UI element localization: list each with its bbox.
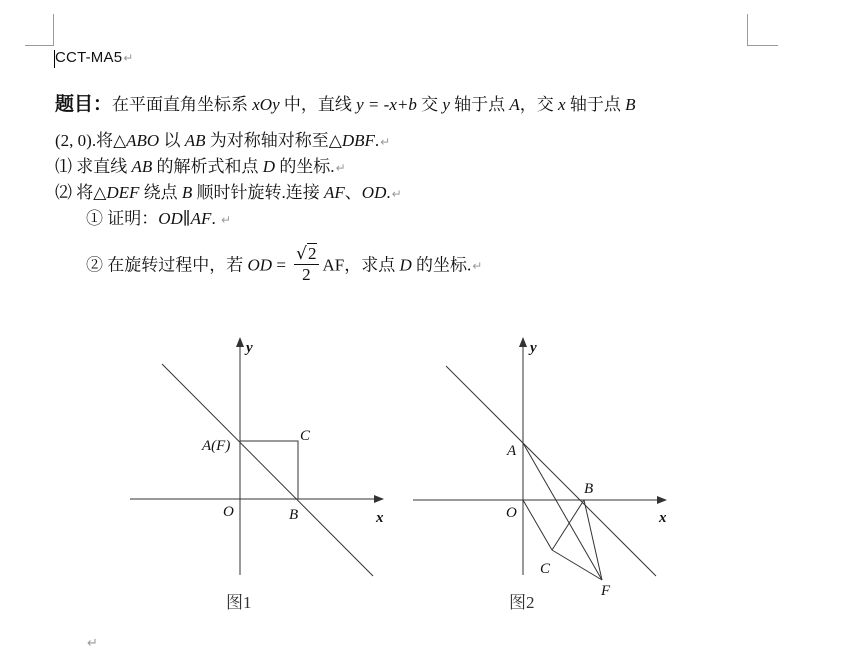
fig2-segment-af: [523, 443, 602, 580]
fraction-sqrt2-over-2: $\frac{√2}{2}$: [296, 244, 317, 284]
fig1-label-x: x: [376, 510, 384, 526]
fig2-label-y: y: [530, 340, 537, 356]
fig1-label-o: O: [223, 504, 234, 520]
paragraph-mark-icon: ↵: [123, 51, 134, 65]
subquestion-2: ② 在旋转过程中，若 OD = $\frac{√2}{2}$ AF，求点 D 的坐标.↵: [86, 244, 483, 284]
paragraph-mark-icon: ↵: [87, 636, 98, 651]
fig1-line-ab: [162, 364, 373, 576]
fig2-segment-df: [552, 550, 602, 580]
fig2-segment-dc: [552, 500, 584, 550]
figure-2: [413, 338, 666, 580]
fig2-segment-bf: [584, 500, 602, 580]
paragraph-mark-icon: ↵: [391, 187, 402, 201]
problem-line-2: (2, 0).将△ABO 以 AB 为对称轴对称至△DBF.↵: [55, 131, 391, 150]
paragraph-mark-icon: ↵: [220, 213, 231, 227]
fig2-line-ab: [446, 366, 656, 576]
paragraph-mark-icon: ↵: [380, 135, 391, 149]
problem-title-label: 题目：: [55, 94, 113, 115]
fig2-caption: 图2: [509, 593, 535, 612]
question-1: ⑴ 求直线 AB 的解析式和点 D 的坐标.↵: [55, 157, 346, 176]
fig1-label-b: B: [289, 507, 299, 523]
fig2-label-f: F: [601, 583, 611, 599]
fig2-segment-od: [523, 500, 552, 550]
fig1-label-af: A(F): [202, 438, 231, 454]
subquestion-1: ① 证明：OD∥AF. ↵: [86, 209, 231, 228]
fig1-label-y: y: [246, 340, 253, 356]
problem-line-1: 题目：在平面直角坐标系 xOy 中，直线 y = -x+b 交 y 轴于点 A，交 x 轴于点 B: [55, 94, 636, 115]
paragraph-mark-icon: ↵: [335, 161, 346, 175]
fig1-square-afcb: [240, 441, 298, 499]
doc-code[interactable]: CCT-MA5↵: [55, 49, 134, 66]
paragraph-mark-icon: ↵: [472, 259, 483, 274]
question-2: ⑵ 将△DEF 绕点 B 顺时针旋转.连接 AF、OD.↵: [55, 183, 402, 202]
fig2-label-c: C: [540, 561, 551, 577]
figure-1: [130, 338, 383, 576]
fig1-caption: 图1: [226, 593, 252, 612]
fig2-label-b: B: [584, 481, 594, 497]
fig2-label-a: A: [507, 443, 517, 459]
fig2-label-x: x: [659, 510, 667, 526]
fig2-label-o: O: [506, 505, 517, 521]
fig1-label-c: C: [300, 428, 311, 444]
